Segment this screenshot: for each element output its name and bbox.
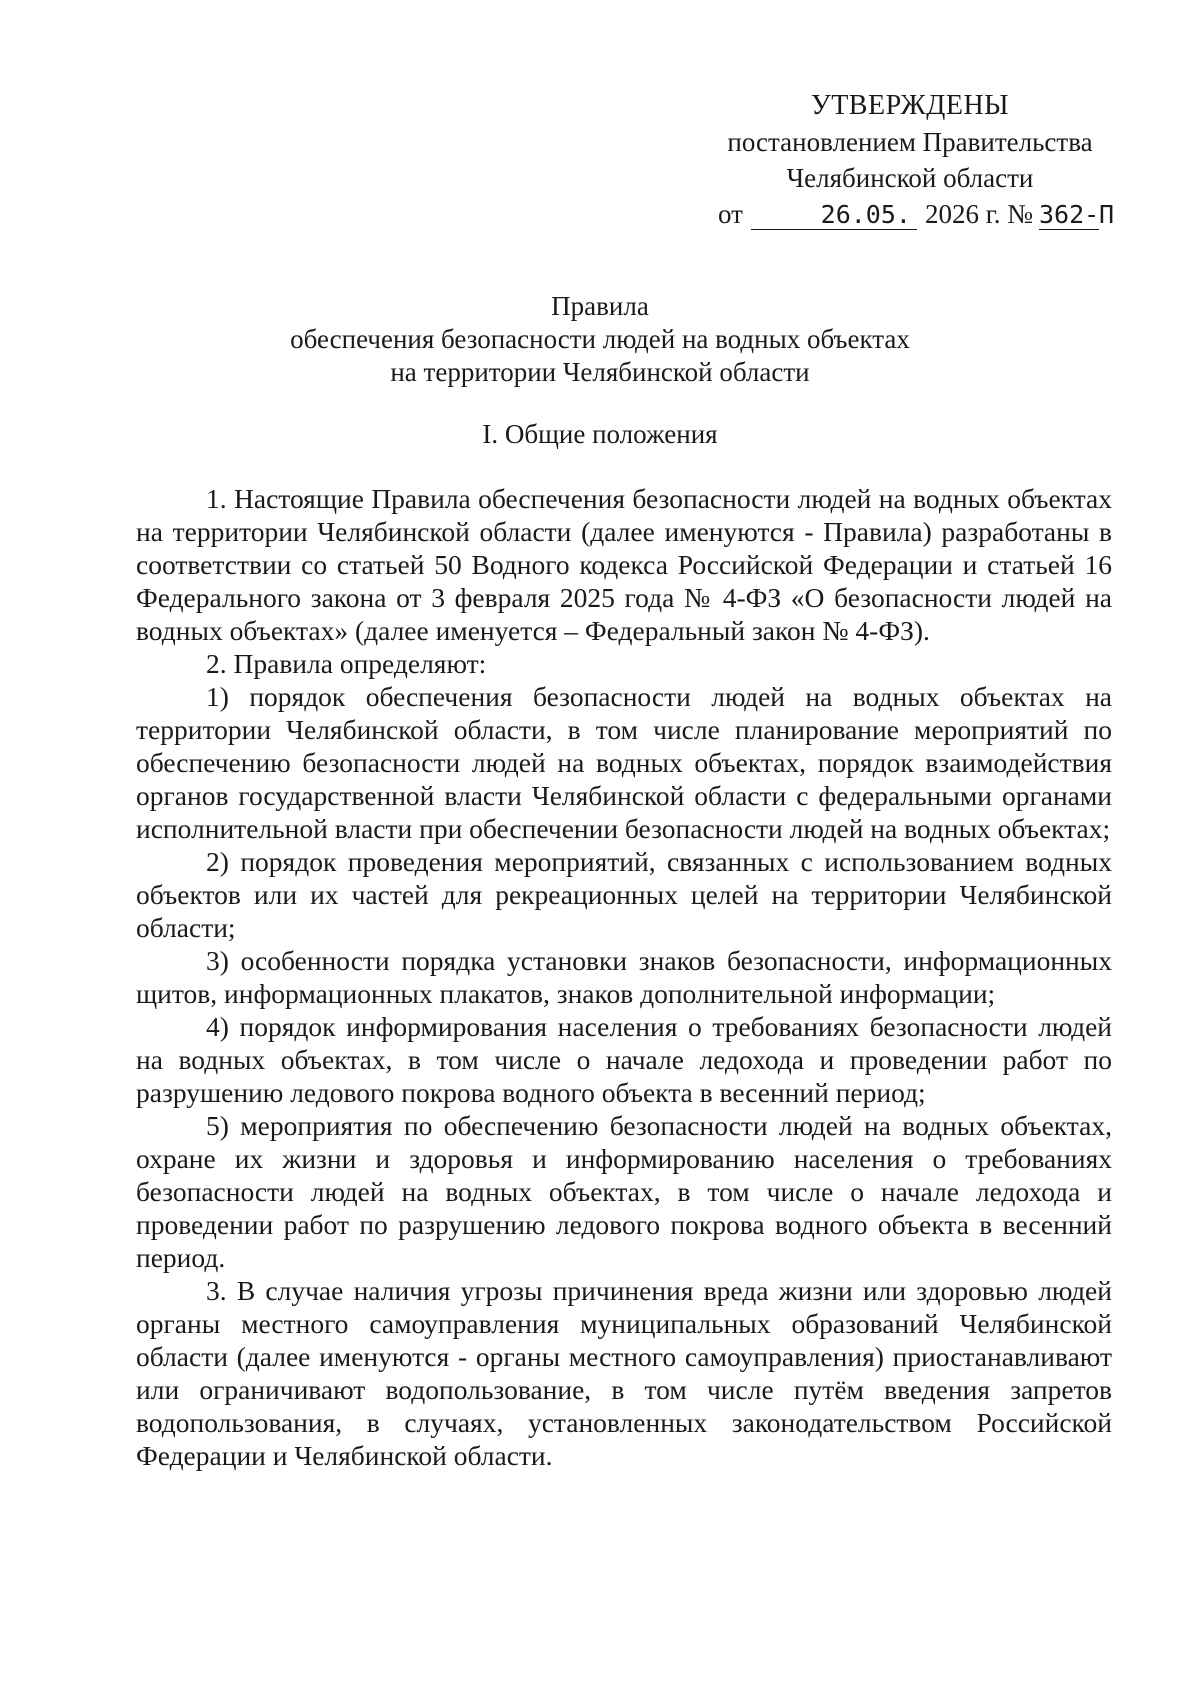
paragraph: 1) порядок обеспечения безопасности людей на водных объектах на территории Челябинской области, в том числе планирование мероприятий по обеспечению безопасности людей на водных объектах, порядок взаимодействия органов государственной власти Челябинской области с федеральными органами исполнительной власти при обеспечении безопасности людей на водных объектах; bbox=[136, 681, 1112, 844]
document-number: 362- bbox=[1039, 200, 1100, 229]
approval-date-line bbox=[700, 196, 1120, 233]
document-heading bbox=[0, 290, 1200, 389]
paragraph: 1. Настоящие Правила обеспечения безопасности людей на водных объектах на территории Челябинской области (далее именуются - Правила) разработаны в соответствии со статьей 50 Водного кодекса Российской Федерации и статьей 16 Федерального закона от 3 февраля 2025 года № 4-ФЗ «О безопасности людей на водных объектах» (далее именуется – Федеральный закон № 4-ФЗ). bbox=[136, 483, 1112, 646]
approval-title: УТВЕРЖДЕНЫ bbox=[810, 90, 1010, 121]
date-value: 26.05. bbox=[751, 201, 917, 230]
paragraph: 4) порядок информирования населения о требованиях безопасности людей на водных объектах, в том числе о начале ледохода и проведении работ по разрушению ледового покрова водного объекта в весенний период; bbox=[136, 1011, 1112, 1108]
section-title: I. Общие положения bbox=[482, 419, 718, 449]
paragraph: 3) особенности порядка установки знаков безопасности, информационных щитов, информационных плакатов, знаков дополнительной информации; bbox=[136, 945, 1112, 1009]
approval-region: Челябинской области bbox=[786, 163, 1034, 193]
document-number-suffix: П bbox=[1099, 200, 1115, 229]
heading-subtitle-2: на территории Челябинской области bbox=[390, 357, 810, 387]
paragraph: 2) порядок проведения мероприятий, связанных с использованием водных объектов или их частей для рекреационных целей на территории Челябинской области; bbox=[136, 846, 1112, 943]
heading-subtitle-1: обеспечения безопасности людей на водных объектах bbox=[290, 324, 910, 354]
date-prefix: от bbox=[718, 199, 743, 229]
document-body bbox=[136, 482, 1112, 1472]
approval-block bbox=[700, 88, 1120, 233]
heading-title: Правила bbox=[551, 291, 649, 321]
paragraph: 3. В случае наличия угрозы причинения вреда жизни или здоровью людей органы местного самоуправления муниципальных образований Челябинской области (далее именуются - органы местного самоуправления) приостанавливают или ограничивают водопользование, в том числе путём введения запретов водопользования, в случаях, установленных законодательством Российской Федерации и Челябинской области. bbox=[136, 1275, 1112, 1471]
paragraph: 5) мероприятия по обеспечению безопасности людей на водных объектах, охране их жизни и здоровья и информированию населения о требованиях безопасности людей на водных объектах, в том числе о начале ледохода и проведении работ по разрушению ледового покрова водного объекта в весенний период. bbox=[136, 1110, 1112, 1273]
year-text: 2026 г. № bbox=[924, 199, 1033, 229]
approval-issuer: постановлением Правительства bbox=[727, 127, 1093, 157]
paragraph: 2. Правила определяют: bbox=[206, 648, 487, 679]
